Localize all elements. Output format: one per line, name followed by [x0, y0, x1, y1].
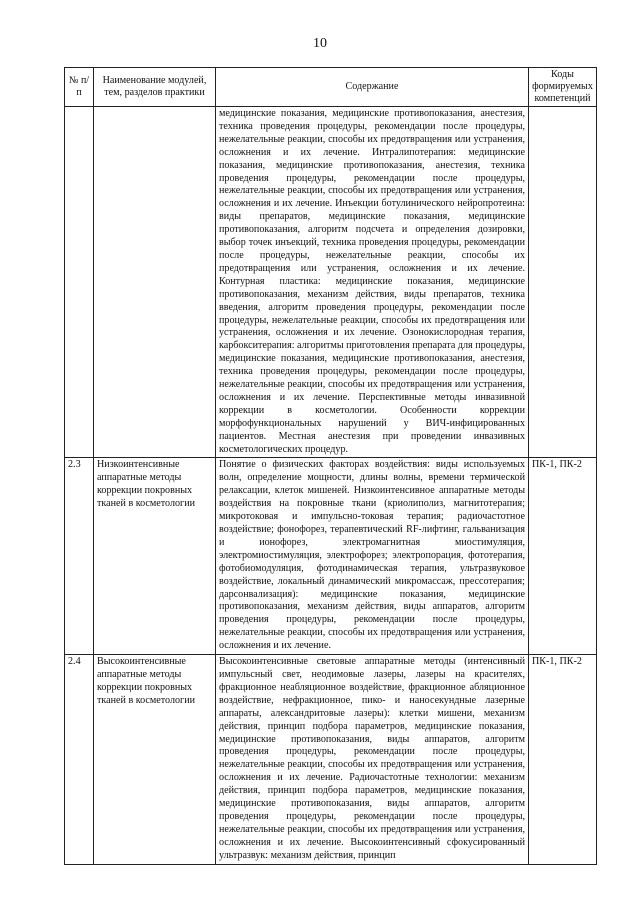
- row-competency-codes: ПК-1, ПК-2: [529, 655, 597, 865]
- row-module-name: [94, 107, 216, 458]
- row-content: Понятие о физических факторах воздействия: виды используемых волн, определение мощности, длины волны, времени термической релаксации, клеток мишеней. Низкоинтенсивное аппаратные методы воздействия на покровные ткани (криолиполиз, магнитотерапия; микротоковая и импульсно-токовая терапия; радиочастотное воздействие; фонофорез, терапевтический RF-лифтинг, гальванизация и ионофорез, электромагнитная миостимуляция, электромиостимуляция, электрофорез; электропорация, фототерапия, фотобиомодуляция, фотодинамическая терапия, ультразвуковое воздействие, локальный динамический микромассаж, прессотерапия; дарсонвализация): медицинские показания, медицинские противопоказания, механизм действия, виды аппаратов, алгоритм проведения процедуры, рекомендации после процедуры, нежелательные реакции, способы их предотвращения или устранения, осложнения и их лечение.: [216, 458, 529, 655]
- table-header-row: [65, 68, 597, 107]
- row-competency-codes: [529, 107, 597, 458]
- row-content: Высокоинтенсивные световые аппаратные методы (интенсивный импульсный свет, неодимовые лазеры, лазеры на красителях, фракционное неабляционное воздействие, фракционное абляционное воздействие, нефракционное, пико- и наносекундные лазерные аппараты, александритовые лазеры): клетки мишени, механизм действия, принцип подбора параметров, медицинские показания, медицинские противопоказания, виды аппаратов, алгоритм проведения процедуры, рекомендации после процедуры, нежелательные реакции, способы их предотвращения или устранения, осложнения и их лечение. Радиочастотные технологии: механизм действия, принцип подбора параметров, медицинские показания, медицинские противопоказания, виды аппаратов, алгоритм проведения процедуры, рекомендации после процедуры, нежелательные реакции, способы их предотвращения или устранения, осложнения и их лечение. Высокоинтенсивный сфокусированный ультразвук: механизм действия, принцип: [216, 655, 529, 865]
- curriculum-table: [64, 67, 597, 865]
- table-row: [65, 655, 597, 865]
- row-number: 2.3: [65, 458, 94, 655]
- table-row: [65, 107, 597, 458]
- row-module-name: Низкоинтенсивные аппаратные методы коррекции покровных тканей в косметологии: [94, 458, 216, 655]
- row-competency-codes: ПК-1, ПК-2: [529, 458, 597, 655]
- header-content: Содержание: [216, 68, 529, 107]
- row-content: медицинские показания, медицинские противопоказания, анестезия, техника проведения процедуры, рекомендации после процедуры, нежелательные реакции, способы их предотвращения или устранения, осложнения и их лечение. Интралипотерапия: медицинские показания, медицинские противопоказания, анестезия, техника проведения процедуры, рекомендации после процедуры, нежелательные реакции, способы их предотвращения или устранения, осложнения и их лечение. Инъекции ботулинического нейропротеина: виды препаратов, медицинские показания, медицинские противопоказания, алгоритм подсчета и определения дозировки, выбор точек инъекций, техника проведения процедуры, рекомендации после процедуры, нежелательные реакции, способы их предотвращения или устранения, осложнения и их лечение. Контурная пластика: медицинские показания, медицинские противопоказания, механизм действия, виды препаратов, техника введения, алгоритм проведения процедуры, рекомендации после процедуры, нежелательные реакции, способы их предотвращения или устранения, осложнения и их лечение. Озонокислородная терапия, карбокситерапия: алгоритмы приготовления препарата для процедуры, медицинские показания, медицинские противопоказания, анестезия, техника проведения процедуры, рекомендации после процедуры, нежелательные реакции, способы их предотвращения или устранения, осложнения и их лечение. Перспективные методы инвазивной коррекции в косметологии. Особенности коррекции морфофункциональных нарушений у ВИЧ-инфицированных пациентов. Местная анестезия при проведении инвазивных косметологических процедур.: [216, 107, 529, 458]
- table-row: [65, 458, 597, 655]
- page-number: 10: [313, 36, 327, 51]
- header-number: № п/п: [65, 68, 94, 107]
- row-module-name: Высокоинтенсивные аппаратные методы коррекции покровных тканей в косметологии: [94, 655, 216, 865]
- header-competency-codes: Коды формируемых компетенций: [529, 68, 597, 107]
- row-number: [65, 107, 94, 458]
- row-number: 2.4: [65, 655, 94, 865]
- header-module-name: Наименование модулей, тем, разделов практики: [94, 68, 216, 107]
